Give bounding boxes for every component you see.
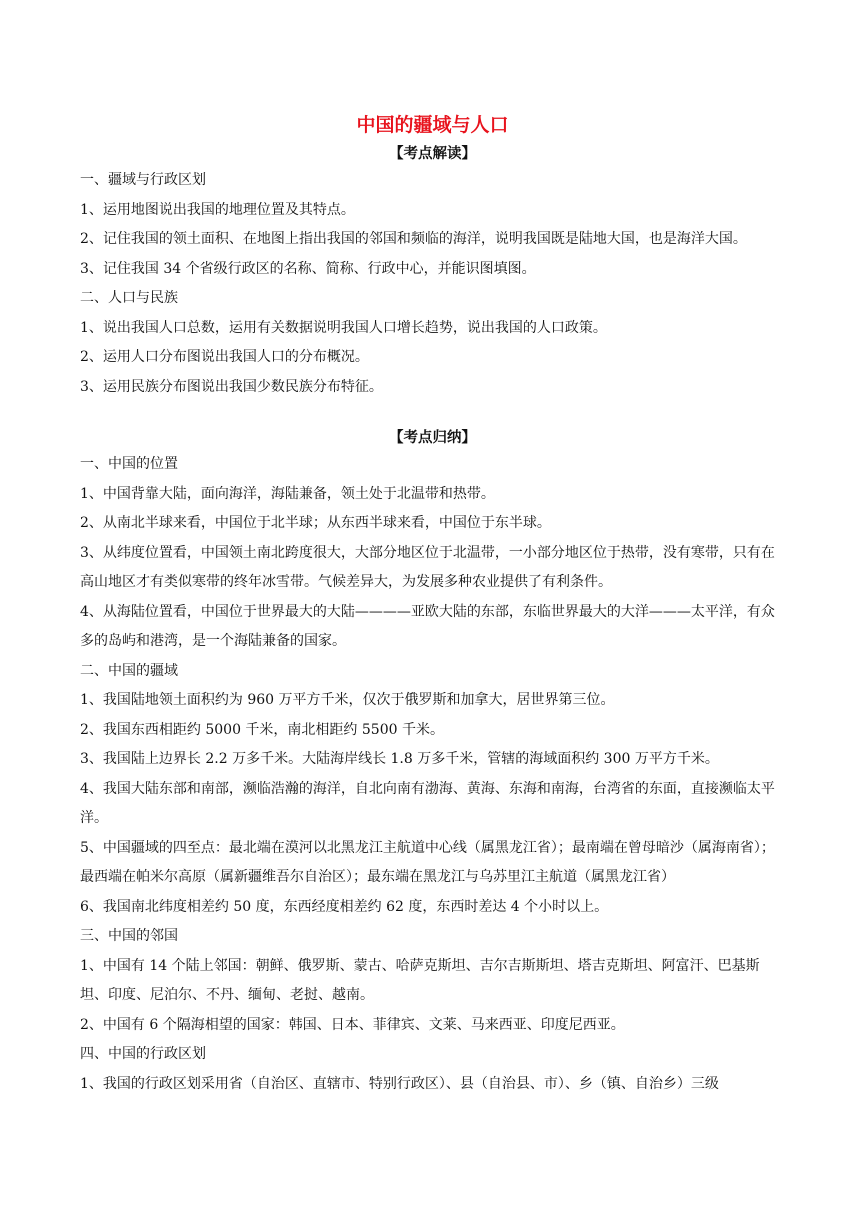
list-item: 5、中国疆域的四至点：最北端在漠河以北黑龙江主航道中心线（属黑龙江省）；最南端在曾母暗沙（属海南省）；最西端在帕米尔高原（属新疆维吾尔自治区）；最东端在黑龙江与乌苏里江主航道（属黑龙江省） [80, 839, 775, 885]
list-item: 1、我国的行政区划采用省（自治区、直辖市、特别行政区）、县（自治县、市）、乡（镇、自治乡）三级 [80, 1075, 719, 1092]
heading-jiangyu-xingzheng: 一、疆域与行政区划 [80, 172, 206, 188]
list-item: 2、从南北半球来看，中国位于北半球；从东西半球来看，中国位于东半球。 [80, 515, 551, 531]
list-item: 1、运用地图说出我国的地理位置及其特点。 [80, 201, 355, 218]
list-item: 4、从海陆位置看，中国位于世界最大的大陆————亚欧大陆的东部，东临世界最大的大洋———太平洋，有众多的岛屿和港湾，是一个海陆兼备的国家。 [80, 603, 775, 649]
heading-xingzheng-quhua: 四、中国的行政区划 [80, 1046, 206, 1062]
heading-zhongguo-jiangyu: 二、中国的疆域 [80, 662, 178, 679]
list-item: 3、从纬度位置看，中国领土南北跨度很大，大部分地区位于北温带，一小部分地区位于热带，没有寒带，只有在高山地区才有类似寒带的终年冰雪带。气候差异大，为发展多种农业提供了有利条件。 [80, 544, 775, 590]
list-item: 2、中国有 6 个隔海相望的国家：韩国、日本、菲律宾、文莱、马来西亚、印度尼西亚。 [80, 1016, 625, 1033]
document-body [80, 112, 785, 1099]
list-item: 1、说出我国人口总数，运用有关数据说明我国人口增长趋势，说出我国的人口政策。 [80, 319, 607, 336]
list-item: 3、运用民族分布图说出我国少数民族分布特征。 [80, 378, 383, 395]
list-item: 2、我国东西相距约 5000 千米，南北相距约 5500 千米。 [80, 721, 444, 738]
list-item: 6、我国南北纬度相差约 50 度，东西经度相差约 62 度，东西时差达 4 个小时以上。 [80, 898, 609, 915]
list-item: 1、中国有 14 个陆上邻国：朝鲜、俄罗斯、蒙古、哈萨克斯坦、吉尔吉斯斯坦、塔吉克斯坦、阿富汗、巴基斯坦、印度、尼泊尔、不丹、缅甸、老挝、越南。 [80, 957, 760, 1003]
list-item: 3、记住我国 34 个省级行政区的名称、简称、行政中心，并能识图填图。 [80, 260, 536, 277]
list-item: 4、我国大陆东部和南部，濒临浩瀚的海洋，自北向南有渤海、黄海、东海和南海，台湾省的东面，直接濒临太平洋。 [80, 780, 775, 826]
heading-zhongguo-linguo: 三、中国的邻国 [80, 928, 178, 944]
section-heading-kaodian-guina: 【考点归纳】 [389, 429, 476, 446]
list-item: 3、我国陆上边界长 2.2 万多千米。大陆海岸线长 1.8 万多千米，管辖的海域面积约 300 万平方千米。 [80, 751, 719, 767]
list-item: 1、中国背靠大陆，面向海洋，海陆兼备，领土处于北温带和热带。 [80, 485, 495, 502]
section-heading-kaodian-jiedu: 【考点解读】 [389, 145, 476, 162]
heading-zhongguo-weizhi: 一、中国的位置 [80, 456, 178, 472]
heading-renkou-minzu: 二、人口与民族 [80, 290, 178, 306]
list-item: 1、我国陆地领土面积约为 960 万平方千米，仅次于俄罗斯和加拿大，居世界第三位。 [80, 692, 615, 708]
list-item: 2、运用人口分布图说出我国人口的分布概况。 [80, 349, 369, 365]
list-item: 2、记住我国的领土面积、在地图上指出我国的邻国和频临的海洋，说明我国既是陆地大国，也是海洋大国。 [80, 231, 747, 247]
document-title: 中国的疆域与人口 [356, 114, 509, 136]
